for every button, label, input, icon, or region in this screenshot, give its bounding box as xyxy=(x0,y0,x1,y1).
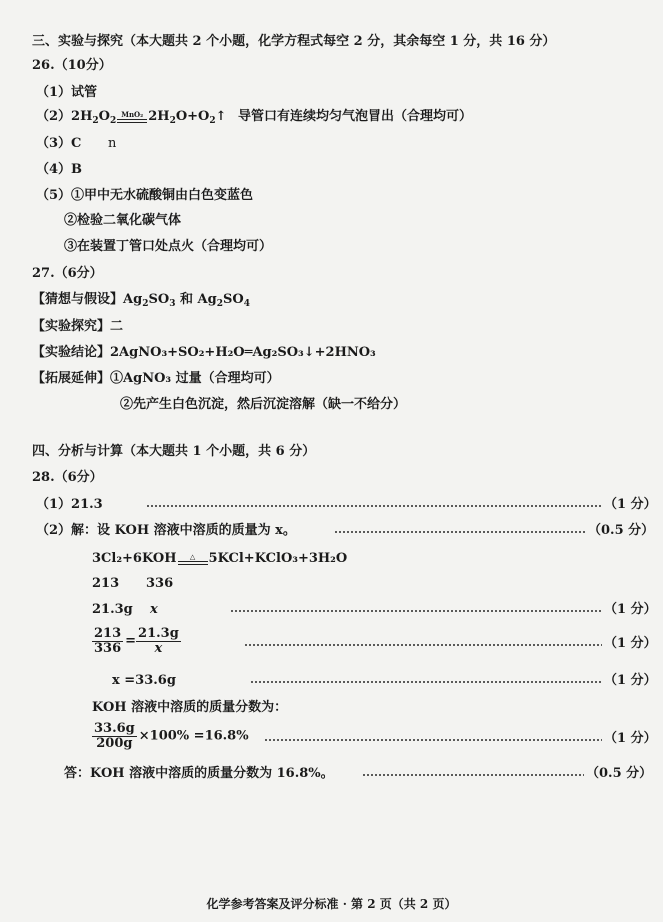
score-5: （1 分） xyxy=(604,673,657,688)
q26-answer-4: （4）B xyxy=(36,162,83,177)
x-result: x =33.6g xyxy=(112,673,176,688)
mass-2: x xyxy=(150,602,158,617)
section3-heading: 三、实验与探究（本大题共 2 个小题，化学方程式每空 2 分，其余每空 1 分，共 16 分） xyxy=(32,34,556,49)
final-answer: 答：KOH 溶液中溶质的质量分数为 16.8%。 xyxy=(64,766,334,781)
q28-title: 28.（6分） xyxy=(32,470,103,485)
leader-dots xyxy=(146,505,601,507)
hypothesis-label: 【猜想与假设】 xyxy=(32,292,124,307)
hyp-a-sub1: 2 xyxy=(142,299,149,309)
q27-title: 27.（6分） xyxy=(32,266,103,281)
ratio-left-den: 336 xyxy=(94,641,122,656)
mass-1: 21.3g xyxy=(92,602,133,617)
section4-heading: 四、分析与计算（本大题共 1 个小题，共 6 分） xyxy=(32,444,316,459)
ratio-left-num: 213 xyxy=(94,626,122,641)
q27-extension-2: ②先产生白色沉淀，然后沉淀溶解（缺一不给分） xyxy=(120,397,407,412)
q28-row-1 xyxy=(36,496,657,514)
q28-answer-2: （2）解：设 KOH 溶液中溶质的质量为 x。 xyxy=(36,523,296,538)
heat-symbol: △ xyxy=(189,551,196,561)
q28-row-2 xyxy=(36,522,655,540)
ratio-left xyxy=(92,627,123,656)
eq-lhs-a: 2H xyxy=(71,109,93,124)
leader-dots xyxy=(334,531,586,533)
score-2: （0.5 分） xyxy=(588,523,655,538)
eq-lhs-b: O xyxy=(98,109,110,124)
hyp-b-2: SO xyxy=(222,292,244,307)
q26-answer-2 xyxy=(36,108,227,126)
hyp-and: 和 xyxy=(175,292,198,307)
eq-rhs-sub1: 2 xyxy=(169,116,176,126)
ratio-right xyxy=(136,627,181,656)
eq-rhs-b: O+O xyxy=(175,109,210,124)
conclusion-label: 【实验结论】 xyxy=(32,345,111,360)
q26-answer-5-1: （5）①甲中无水硫酸铜由白色变蓝色 xyxy=(36,188,254,203)
eq-rhs-a: 2H xyxy=(148,109,170,124)
q26-title: 26.（10分） xyxy=(32,58,112,73)
q26-answer-2-note: 导管口有连续均匀气泡冒出（合理均可） xyxy=(238,109,473,124)
q26-answer-5-3: ③在装置丁管口处点火（合理均可） xyxy=(64,239,273,254)
extension-1: ①AgNO₃ 过量（合理均可） xyxy=(110,371,280,386)
q28-ratio-row xyxy=(92,626,657,663)
hyp-b-1: Ag xyxy=(197,292,217,307)
mass-fraction xyxy=(92,722,137,751)
q26-answer-3-extra: n xyxy=(108,136,117,151)
conclusion-equation: 2AgNO₃+SO₂+H₂O═Ag₂SO₃↓+2HNO₃ xyxy=(110,345,376,360)
q28-fraction-row xyxy=(92,721,657,758)
leader-dots xyxy=(362,774,584,776)
hyp-b-sub1: 2 xyxy=(216,299,223,309)
q26-answer-2-num: （2） xyxy=(36,109,72,124)
hyp-b-sub2: 4 xyxy=(243,299,250,309)
q28-eq-lhs: 3Cl₂+6KOH xyxy=(92,551,177,566)
score-7: （0.5 分） xyxy=(586,766,653,781)
q27-hypothesis xyxy=(32,291,250,309)
q27-conclusion xyxy=(32,344,376,362)
relative-mass-1: 213 xyxy=(92,576,120,591)
page-footer: 化学参考答案及评分标准 · 第 2 页（共 2 页） xyxy=(206,897,457,911)
score-6: （1 分） xyxy=(604,731,657,746)
mass-fraction-label: KOH 溶液中溶质的质量分数为： xyxy=(92,700,288,715)
leader-dots xyxy=(264,739,602,741)
extension-label: 【拓展延伸】 xyxy=(32,371,111,386)
relative-mass-2: 336 xyxy=(146,576,174,591)
q27-extension xyxy=(32,370,280,388)
q26-answer-5-2: ②检验二氧化碳气体 xyxy=(64,213,182,228)
q28-eq-rhs: 5KCl+KClO₃+3H₂O xyxy=(208,551,348,566)
experiment-value: 二 xyxy=(110,319,124,334)
q26-answer-1: （1）试管 xyxy=(36,85,98,100)
score-3: （1 分） xyxy=(604,602,657,617)
q28-answer-1: （1）21.3 xyxy=(36,497,103,512)
q28-equation xyxy=(92,550,347,568)
eq-lhs-sub2: 2 xyxy=(109,116,117,126)
hyp-a-2: SO xyxy=(148,292,170,307)
equals-bar xyxy=(178,561,208,565)
eq-rhs-arrow: ↑ xyxy=(215,109,227,124)
score-4: （1 分） xyxy=(604,636,657,651)
leader-dots xyxy=(244,644,602,646)
ratio-equals: = xyxy=(125,633,137,649)
heat-condition xyxy=(178,553,208,565)
hyp-a-sub2: 3 xyxy=(169,299,176,309)
eq-rhs-sub2: 2 xyxy=(209,116,216,126)
q28-x-row xyxy=(92,672,657,690)
catalyst-label: MnO₂ xyxy=(121,109,144,119)
q27-experiment xyxy=(32,318,123,336)
equals-bar xyxy=(117,119,147,123)
experiment-label: 【实验探究】 xyxy=(32,319,111,334)
mass-fraction-result: ×100% =16.8% xyxy=(138,728,249,744)
eq-lhs-sub1: 2 xyxy=(92,116,99,126)
q26-answer-3: （3）C xyxy=(36,136,82,151)
mass-fraction-num: 33.6g xyxy=(94,721,135,736)
leader-dots xyxy=(250,681,602,683)
ratio-right-den: x xyxy=(154,641,163,656)
catalyst-condition xyxy=(117,111,147,123)
q28-mass-row xyxy=(92,601,657,619)
ratio-right-num: 21.3g xyxy=(138,626,179,641)
leader-dots xyxy=(230,610,602,612)
mass-fraction-den: 200g xyxy=(96,736,133,751)
hyp-a-1: Ag xyxy=(123,292,143,307)
q28-answer-row xyxy=(64,765,653,783)
score-1: （1 分） xyxy=(604,497,657,512)
